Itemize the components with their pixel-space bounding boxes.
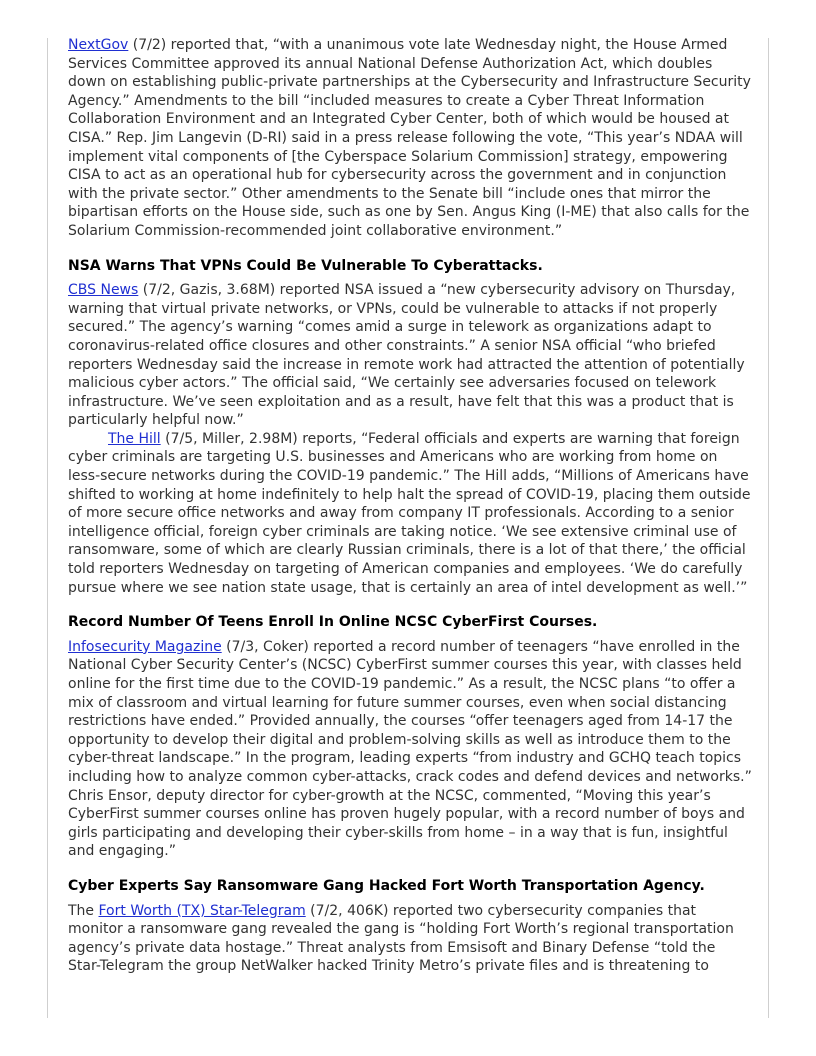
article-ncsc-text: (7/3, Coker) reported a record number of teenagers “have enrolled in the National Cyber Security Center’s (NCSC) CyberFirst summer courses this year, with classes held online for the first time due to the COVID-19 pandemic.” As a result, the NCSC plans “to offer a mix of classroom and virtual learning for future summer courses, even when social distancing restrictions have ended.” Provided annually, the courses “offer teenagers aged from 14-17 the opportunity to develop their digital and problem-solving skills as well as introduce them to the cyber-threat landscape.” In the program, leading experts “from industry and GCHQ teach topics including how to analyze common cyber-attacks, crack codes and defend devices and networks.” Chris Ensor, deputy director for cyber-growth at the NCSC, commented, “Moving this year’s CyberFirst summer courses online has proven hugely popular, with a record number of boys and girls participating and developing their cyber-skills from home – in a way that is fun, insightful and engaging.” bbox=[68, 638, 752, 860]
headline-ncsc-cyberfirst: Record Number Of Teens Enroll In Online NCSC CyberFirst Courses. bbox=[68, 614, 598, 631]
article-ndaa-text: (7/2) reported that, “with a unanimous vote late Wednesday night, the House Armed Services Committee approved its annual National Defense Authorization Act, which doubles down on establishing public-private partnerships at the Cybersecurity and Infrastructure Security Agency.” Amendments to the bill “included measures to create a Cyber Threat Information Collaboration Environment and an Integrated Cyber Center, both of which would be housed at CISA.” Rep. Jim Langevin (D-RI) said in a press release following the vote, “This year’s NDAA will implement vital components of [the Cyberspace Solarium Commission] strategy, empowering CISA to act as an operational hub for cybersecurity across the government and in conjunction with the private sector.” Other amendments to the Senate bill “include ones that mirror the bipartisan efforts on the House side, such as one by Sen. Angus King (I-ME) that also calls for the Solarium Commission-recommended joint collaborative environment.” bbox=[68, 37, 751, 239]
page-left-border bbox=[47, 38, 48, 1018]
article-nsa-paragraph-1 bbox=[68, 281, 752, 430]
article-fort-worth-text: (7/2, 406K) reported two cybersecurity companies that monitor a ransomware gang revealed the gang is “holding Fort Worth’s regional transportation agency’s private data hostage.” Threat analysts from Emsisoft and Binary Defense “told the Star-Telegram the group NetWalker hacked Trinity Metro’s private files and is threatening to bbox=[68, 902, 734, 975]
article-fort-worth-paragraph bbox=[68, 902, 752, 976]
article-ndaa-paragraph bbox=[68, 36, 752, 241]
nextgov-link[interactable]: NextGov bbox=[68, 37, 129, 53]
article-ncsc-paragraph bbox=[68, 638, 752, 861]
headline-fort-worth-ransomware: Cyber Experts Say Ransomware Gang Hacked Fort Worth Transportation Agency. bbox=[68, 877, 705, 894]
cbs-news-link[interactable]: CBS News bbox=[68, 282, 139, 299]
headline-nsa-vpn: NSA Warns That VPNs Could Be Vulnerable To Cyberattacks. bbox=[68, 257, 543, 274]
infosecurity-magazine-link[interactable]: Infosecurity Magazine bbox=[68, 638, 222, 655]
page-right-border bbox=[768, 38, 769, 1018]
newsletter-body bbox=[68, 36, 752, 976]
article-nsa-text-2: (7/5, Miller, 2.98M) reports, “Federal officials and experts are warning that foreign cyber criminals are targeting U.S. businesses and Americans who are working from home on less-secure networks during the COVID-19 pandemic.” The Hill adds, “Millions of Americans have shifted to working at home indefinitely to help halt the spread of COVID-19, placing them outside of more secure office networks and away from company IT professionals. According to a senior intelligence official, foreign cyber criminals are taking notice. ‘We see extensive criminal use of ransomware, some of which are clearly Russian criminals, there is a lot of that there,’ the official told reporters Wednesday on targeting of American companies and employees. ‘We do carefully pursue where we see nation state usage, that is certainly an area of intel development as well.’” bbox=[68, 430, 751, 596]
star-telegram-link[interactable]: Fort Worth (TX) Star-Telegram bbox=[98, 902, 306, 919]
article-nsa-paragraph-2 bbox=[68, 430, 752, 597]
the-hill-link[interactable]: The Hill bbox=[108, 430, 161, 447]
article-nsa-text-1: (7/2, Gazis, 3.68M) reported NSA issued a “new cybersecurity advisory on Thursday, warning that virtual private networks, or VPNs, could be vulnerable to attacks if not properly secured.” The agency’s warning “comes amid a surge in telework as organizations adapt to coronavirus-related office closures and other constraints.” A senior NSA official “who briefed reporters Wednesday said the increase in remote work had attracted the attention of potentially malicious cyber actors.” The official said, “We certainly see adversaries focused on telework infrastructure. We’ve seen exploitation and as a result, have felt that this was a product that is particularly helpful now.” bbox=[68, 282, 745, 429]
article-fort-worth-prefix: The bbox=[68, 902, 99, 919]
